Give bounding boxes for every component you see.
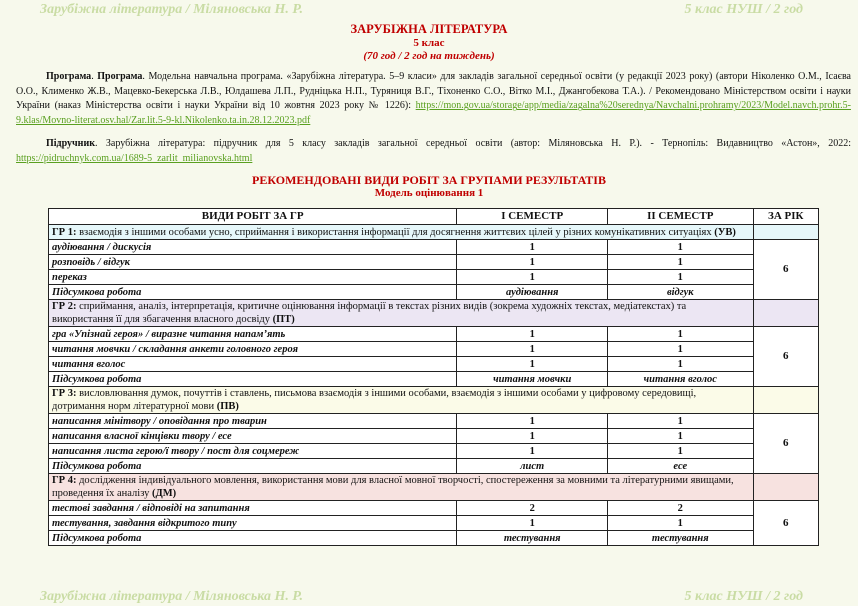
program-label: Програма (46, 71, 92, 82)
sem1-value: 2 (457, 501, 608, 516)
table-row (49, 255, 819, 270)
year-total: 6 (753, 327, 818, 387)
section-subtitle: Модель оцінювання 1 (374, 187, 484, 199)
group-row (49, 300, 819, 327)
group-year-blank (753, 387, 818, 414)
table-row (49, 429, 819, 444)
assessment-table (48, 208, 819, 546)
col-header-year: ЗА РІК (753, 209, 818, 225)
table-row (49, 516, 819, 531)
year-total: 6 (753, 240, 818, 300)
summary-sem2: есе (608, 459, 753, 474)
sem2-value: 1 (608, 414, 753, 429)
footer-left: Зарубіжна література / Міляновська Н. Р. (40, 589, 304, 604)
sem2-value: 1 (608, 342, 753, 357)
page-header (0, 0, 858, 20)
activity-name: написання мінітвору / оповідання про тварин (49, 414, 457, 429)
table-row (49, 414, 819, 429)
sem2-value: 1 (608, 255, 753, 270)
summary-sem2: відгук (608, 285, 753, 300)
sem1-value: 1 (457, 240, 608, 255)
page-footer (0, 589, 858, 606)
textbook-text: . Зарубіжна література: підручник для 5 класу закладів загальної середньої освіти (автор: Міляновська Н. Р.). - Тернопіль: Видавництво «Астон», 2022: (94, 138, 851, 149)
footer-right: 5 клас НУШ / 2 год (684, 589, 803, 604)
summary-sem2: тестування (608, 531, 753, 546)
table-row (49, 501, 819, 516)
sem2-value: 1 (608, 444, 753, 459)
col-header-types: ВИДИ РОБІТ ЗА ГР (49, 209, 457, 225)
group-row (49, 387, 819, 414)
header-left: Зарубіжна література / Міляновська Н. Р. (40, 2, 304, 17)
activity-name: аудіювання / дискусія (49, 240, 457, 255)
table-row (49, 240, 819, 255)
summary-sem1: лист (457, 459, 608, 474)
group-row (49, 474, 819, 501)
header-right: 5 клас НУШ / 2 год (684, 2, 803, 17)
summary-label: Підсумкова робота (49, 372, 457, 387)
table-row (49, 444, 819, 459)
doc-title: ЗАРУБІЖНА ЛІТЕРАТУРА (350, 22, 508, 36)
sem2-value: 1 (608, 240, 753, 255)
sem1-value: 1 (457, 357, 608, 372)
sem2-value: 2 (608, 501, 753, 516)
table-row (49, 342, 819, 357)
summary-row (49, 372, 819, 387)
textbook-label: Підручник (46, 138, 95, 149)
group-description: ГР 1: взаємодія з іншими особами усно, сприймання і використання інформації для досягнення життєвих цілей у різних комунікативних ситуаціях (УВ) (49, 225, 754, 240)
sem1-value: 1 (457, 255, 608, 270)
sem1-value: 1 (457, 516, 608, 531)
activity-name: читання мовчки / складання анкети головного героя (49, 342, 457, 357)
activity-name: гра «Упізнай героя» / виразне читання напам’ять (49, 327, 457, 342)
year-total: 6 (753, 501, 818, 546)
summary-label: Підсумкова робота (49, 459, 457, 474)
program-link[interactable]: https://mon.gov.ua/storage/app/media/zagalna%20serednya/Navchalni.prohramy/2023/Model.navch.prohr.5-9.klas/Movno-literat.osv.hal/Zar.lit.5-9-kl.Nikolenko.ta.in.28.12.2023.pdf (16, 100, 851, 127)
activity-name: написання власної кінцівки твору / есе (49, 429, 457, 444)
section-title: РЕКОМЕНДОВАНІ ВИДИ РОБІТ ЗА ГРУПАМИ РЕЗУЛЬТАТІВ (252, 173, 606, 187)
summary-row (49, 531, 819, 546)
sem2-value: 1 (608, 516, 753, 531)
sem1-value: 1 (457, 342, 608, 357)
group-description: ГР 2: сприймання, аналіз, інтерпретація, критичне оцінювання інформації в текстах різних видів (зокрема художніх текстах, медіатекстах) та використання її для збагачення власного досвіду (ПТ) (49, 300, 754, 327)
table-row (49, 270, 819, 285)
group-year-blank (753, 474, 818, 501)
summary-sem1: тестування (457, 531, 608, 546)
program-text: . Модельна навчальна програма. «Зарубіжна література. 5–9 класи» для закладів загальної середньої освіти (у редакції 2023 року) (автори Ніколенко О.М., Ісаєва О.О., Клименко Ж.В., Мацевко-Бекерська Л.В., Юлдашева Л.П., Рудніцька Н.П., Туряниця В.Г., Тіхоненко С.О., Вітко М.І., Джангобекова Т.А.). / Рекомендовано Міністерством освіти і науки України (наказ Міністерства освіти і науки України від 10 жовтня 2023 року № 1226): (16, 71, 851, 112)
sem2-value: 1 (608, 357, 753, 372)
activity-name: переказ (49, 270, 457, 285)
summary-label: Підсумкова робота (49, 531, 457, 546)
summary-label: Підсумкова робота (49, 285, 457, 300)
sem1-value: 1 (457, 429, 608, 444)
summary-sem2: читання вголос (608, 372, 753, 387)
summary-sem1: аудіювання (457, 285, 608, 300)
group-year-blank (753, 225, 818, 240)
year-total: 6 (753, 414, 818, 474)
table-header-row (49, 209, 819, 225)
summary-row (49, 285, 819, 300)
sem2-value: 1 (608, 270, 753, 285)
group-year-blank (753, 300, 818, 327)
summary-sem1: читання мовчки (457, 372, 608, 387)
sem2-value: 1 (608, 327, 753, 342)
table-row (49, 327, 819, 342)
sem2-value: 1 (608, 429, 753, 444)
group-description: ГР 4: дослідження індивідуального мовлення, використання мови для власної мовної творчості, спостереження за мовними та літературними явищами, проведення їх аналізу (ДМ) (49, 474, 754, 501)
summary-row (49, 459, 819, 474)
sem1-value: 1 (457, 270, 608, 285)
table-row (49, 357, 819, 372)
activity-name: написання листа герою/ї твору / пост для соцмереж (49, 444, 457, 459)
sem1-value: 1 (457, 327, 608, 342)
sem1-value: 1 (457, 444, 608, 459)
textbook-link[interactable]: https://pidruchnyk.com.ua/1689-5_zarlit_milianovska.html (16, 152, 253, 164)
sem1-value: 1 (457, 414, 608, 429)
program-paragraph: Програма. Програма. Модельна навчальна програма. «Зарубіжна література. 5–9 класи» для закладів загальної середньої освіти (у редакції 2023 року) (автори Ніколенко О.М., Ісаєва О.О., Клименко Ж.В., Мацевко-Бекерська Л.В., Юлдашева Л.П., Рудніцька Н.П., Туряниця В.Г., Тіхоненко С.О., Вітко М.І., Джангобекова Т.А.). / Рекомендовано Міністерством освіти і науки України (наказ Міністерства освіти і науки України від 10 жовтня 2023 року № 1226): https://mon.gov.ua/storage/app/media/zagalna%20serednya/Navchalni.prohramy/2023/Model.navch.prohr.5-9.klas/Movno-literat.osv.hal/Zar.lit.5-9-kl.Nikolenko.ta.in.28.12.2023.pdf (16, 71, 851, 127)
col-header-sem2: ІІ СЕМЕСТР (608, 209, 753, 225)
activity-name: тестові завдання / відповіді на запитання (49, 501, 457, 516)
group-description: ГР 3: висловлювання думок, почуттів і ставлень, письмова взаємодія з іншими особами, взаємодія з іншими особами у цифровому середовищі, дотримання норм літературної мови (ПВ) (49, 387, 754, 414)
activity-name: читання вголос (49, 357, 457, 372)
program-label-2: Програма (97, 71, 143, 82)
group-row (49, 225, 819, 240)
activity-name: розповідь / відгук (49, 255, 457, 270)
activity-name: тестування, завдання відкритого типу (49, 516, 457, 531)
textbook-paragraph (16, 137, 851, 166)
col-header-sem1: І СЕМЕСТР (457, 209, 608, 225)
doc-hours: (70 год / 2 год на тиждень) (363, 50, 495, 62)
doc-grade: 5 клас (413, 37, 445, 49)
